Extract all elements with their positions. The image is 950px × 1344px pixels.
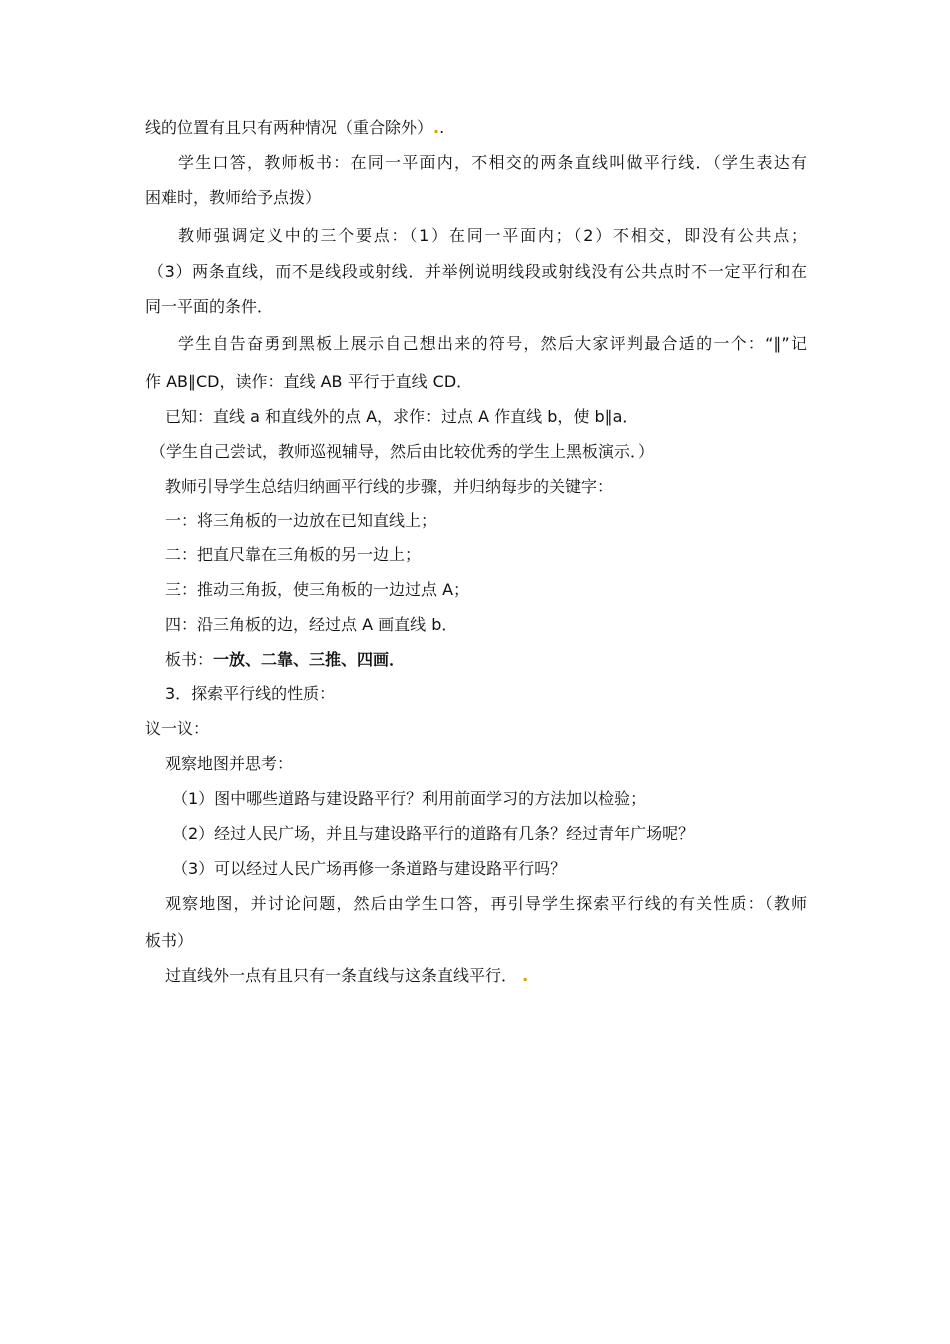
paragraph-line: （3）两条直线，而不是线段或射线．并举例说明线段或射线没有公共点时不一定平行和在 [148,262,807,281]
paragraph-line: （学生自己尝试，教师巡视辅导，然后由比较优秀的学生上黑板演示．） [150,442,655,461]
question-2: （2）经过人民广场，并且与建设路平行的道路有几条？经过青年广场呢？ [172,824,695,843]
paragraph-line: 观察地图并思考： [165,754,294,773]
paragraph-line: 观察地图，并讨论问题，然后由学生口答，再引导学生探索平行线的有关性质：（教师 [165,894,807,913]
text: 线的位置有且只有两种情况（重合除外） [145,118,434,137]
paragraph-line: 同一平面的条件． [145,297,274,316]
text: 过直线外一点有且只有一条直线与这条直线平行． [165,966,518,985]
paragraph-line [145,118,444,138]
edit-mark: . [522,966,529,985]
paragraph-line: 作 AB∥CD，读作：直线 AB 平行于直线 CD． [145,372,473,391]
paragraph-line: 已知：直线 a 和直线外的点 A，求作：过点 A 作直线 b，使 b∥a． [165,407,639,426]
label: 板书： [165,650,214,669]
paragraph-line: 学生口答，教师板书：在同一平面内，不相交的两条直线叫做平行线．（学生表达有 [178,153,807,172]
step-1: 一：将三角板的一边放在已知直线上； [165,511,438,530]
paragraph-line: 困难时，教师给予点拨） [145,188,322,207]
paragraph-line: 教师强调定义中的三个要点：（1）在同一平面内；（2）不相交，即没有公共点； [178,226,807,245]
step-2: 二：把直尺靠在三角板的另一边上； [165,545,422,564]
board-summary [165,650,405,670]
paragraph-line [165,966,528,986]
paragraph-line: 学生自告奋勇到黑板上展示自己想出来的符号，然后大家评判最合适的一个：“∥”记 [178,334,807,353]
period: . [439,118,445,137]
keywords: 一放、二靠、三推、四画． [213,650,406,669]
subheading: 议一议： [145,719,210,738]
paragraph-line: 教师引导学生总结归纳画平行线的步骤，并归纳每步的关键字： [165,477,614,496]
question-3: （3）可以经过人民广场再修一条道路与建设路平行吗？ [172,859,567,878]
edit-mark: . [433,118,440,137]
step-4: 四：沿三角板的边，经过点 A 画直线 b． [165,615,458,634]
paragraph-line: 板书） [145,931,194,950]
step-3: 三：推动三角扳，使三角板的一边过点 A； [165,580,470,599]
question-1: （1）图中哪些道路与建设路平行？利用前面学习的方法加以检验； [172,789,647,808]
section-heading: 3．探索平行线的性质： [165,684,336,703]
